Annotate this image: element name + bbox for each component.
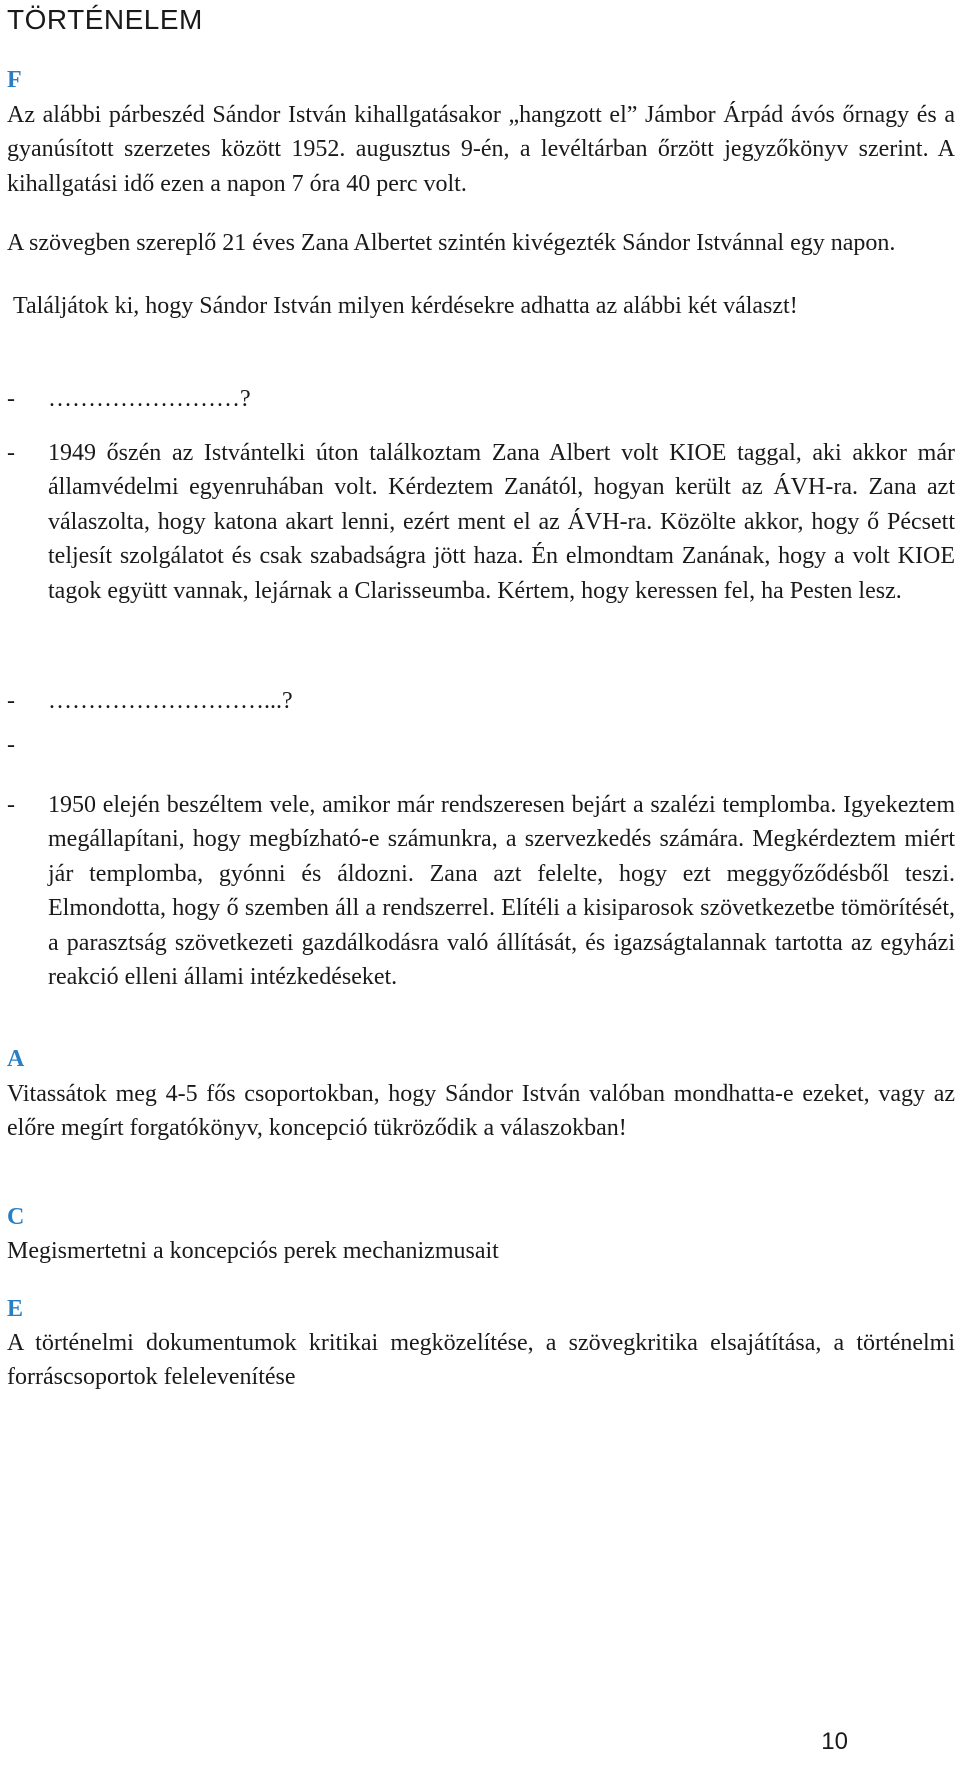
- section-letter-f: F: [7, 67, 22, 93]
- page-number: 10: [821, 1728, 848, 1755]
- section-c-text: Megismertetni a koncepciós perek mechanizmusait: [7, 1238, 499, 1264]
- section-f-note: A szövegben szereplő 21 éves Zana Albertet szintén kivégezték Sándor Istvánnal egy napon.: [7, 230, 896, 256]
- dialog-line-answer-1: [7, 436, 955, 608]
- section-letter-c: C: [7, 1204, 25, 1230]
- section-letter-e: E: [7, 1296, 24, 1322]
- dialog-dash: -: [7, 688, 15, 714]
- dialog-dash: -: [7, 792, 15, 818]
- dialog-text: ………………………...?: [48, 688, 293, 714]
- dialog-text: ……………………?: [48, 386, 251, 412]
- section-letter-a: A: [7, 1046, 25, 1072]
- dialog-dash: -: [7, 732, 15, 758]
- section-f-intro: Az alábbi párbeszéd Sándor István kihallgatásakor „hangzott el” Jámbor Árpád ávós őrnagy és a gyanúsított szerzetes között 1952. augusztus 9-én, a levéltárban őrzött jegyzőkönyv szerint. A kihallgatási idő ezen a napon 7 óra 40 perc volt.: [7, 102, 955, 197]
- dialog-dash: -: [7, 386, 15, 412]
- dialog-line-answer-2: [7, 788, 955, 994]
- dialog-text: 1950 elején beszéltem vele, amikor már rendszeresen bejárt a szalézi templomba. Igyekeztem megállapítani, hogy megbízható-e számunkra, a szervezkedés számára. Megkérdeztem miért jár templomba, gyónni és áldozni. Zana azt felelte, hogy ezt meggyőződésből teszi. Elmondotta, hogy ő szemben áll a rendszerrel. Elítéli a kisiparosok szövetkezetbe tömörítését, a parasztság szövetkezeti gazdálkodásra való állítását, és igazságtalannak tartotta az egyházi reakció elleni állami intézkedéseket.: [48, 792, 955, 991]
- dialog-line-question-2: [7, 684, 955, 718]
- section-e-text: A történelmi dokumentumok kritikai megközelítése, a szövegkritika elsajátítása, a történelmi forráscsoportok felelevenítése: [7, 1330, 955, 1391]
- section-f-task: Találjátok ki, hogy Sándor István milyen kérdésekre adhatta az alábbi két választ!: [7, 293, 798, 319]
- dialog-dash: -: [7, 440, 15, 466]
- dialog-text: 1949 őszén az Istvántelki úton találkoztam Zana Albert volt KIOE taggal, aki akkor már államvédelmi egyenruhában volt. Kérdeztem Zanától, hogyan került az ÁVH-ra. Zana azt válaszolta, hogy katona akart lenni, ezért ment el az ÁVH-ra. Közölte akkor, hogy ő Pécsett teljesít szolgálatot és csak szabadságra jött haza. Én elmondtam Zanának, hogy a volt KIOE tagok együtt vannak, lejárnak a Clarisseumba. Kértem, hogy keressen fel, ha Pesten lesz.: [48, 440, 955, 604]
- section-a-text: Vitassátok meg 4-5 fős csoportokban, hogy Sándor István valóban mondhatta-e ezeket, vagy az előre megírt forgatókönyv, koncepció tükröződik a válaszokban!: [7, 1081, 955, 1142]
- dialog-line-question-1: [7, 382, 955, 416]
- page-title: TÖRTÉNELEM: [7, 4, 203, 35]
